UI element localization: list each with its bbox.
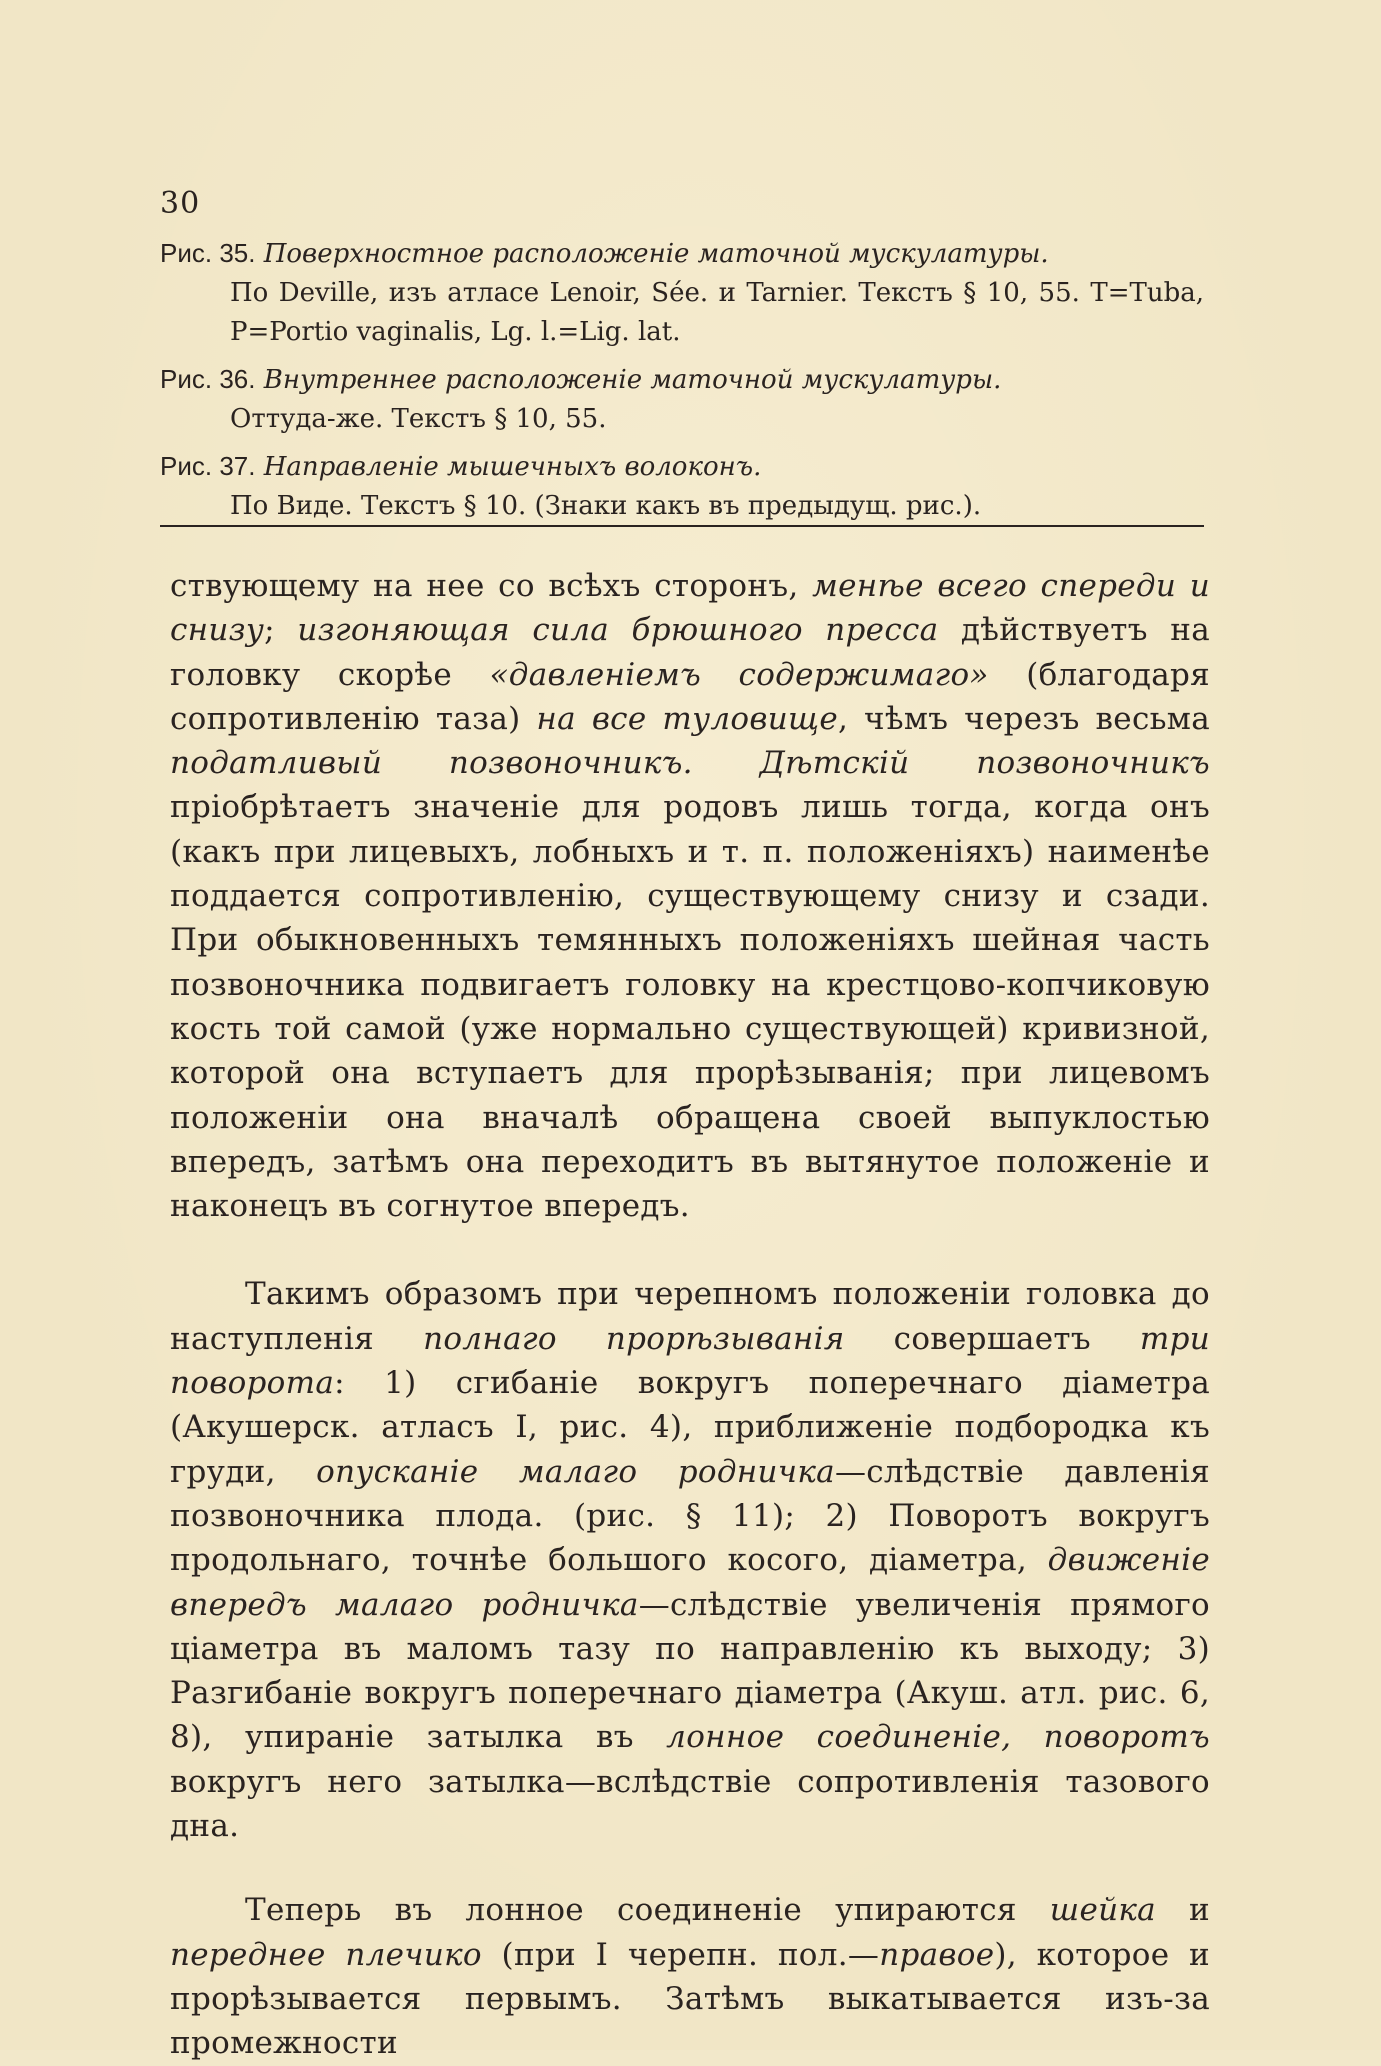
italic-run: правое — [879, 1936, 995, 1973]
text-run: —слѣдствіе увеличенія прямого ціаметра въ маломъ тазу по направленію къ выходу; 3) Разгибаніе вокругъ поперечнаго діаметра (Акуш. атл. рис. 6, 8), упираніе затылка въ — [170, 1586, 1210, 1756]
caption-fig-35 — [160, 234, 1204, 352]
text-run: : 1) сгибаніе вокругъ поперечнаго діаметра (Акушерск. атласъ I, рис. 4), приближеніе подбородка къ груди, — [170, 1365, 1210, 1490]
text-run: (при I черепн. пол.— — [481, 1936, 880, 1973]
caption-fig-label: Рис. 35. — [160, 238, 256, 268]
text-run: (благодаря сопротивленію таза) — [170, 656, 1210, 737]
caption-fig-label: Рис. 37. — [160, 451, 256, 481]
page-number: 30 — [160, 186, 201, 221]
italic-run: опусканіе малаго родничка — [316, 1453, 835, 1490]
text-run: , чѣмъ черезъ весьма — [837, 700, 1210, 737]
italic-run: менѣе всего спереди и снизу — [170, 568, 1210, 649]
text-run: ), которое и прорѣзывается первымъ. Затѣмъ выкатывается изъ-за промежности — [170, 1936, 1210, 2062]
caption-details: По Deville, изъ атласе Lenoir, Sée. и Tarnier. Текстъ § 10, 55. T=Tuba, P=Portio vaginalis, Lg. l.=Lig. lat. — [230, 278, 1204, 347]
italic-run: на все туловище — [536, 700, 838, 737]
italic-run: лонное соединеніе, поворотъ — [666, 1719, 1210, 1756]
text-run: пріобрѣтаетъ значеніе для родовъ лишь тогда, когда онъ (какъ при лицевыхъ, лобныхъ и т. п. положеніяхъ) наименѣе поддается сопротивленію, существующему снизу и сзади. При обыкновенныхъ темянныхъ положеніяхъ шейная часть позвоночника подвигаетъ головку на крестцово-копчиковую кость той самой (уже нормально существующей) кривизной, которой она вступаетъ для прорѣзыванія; при лицевомъ положеніи она вначалѣ обращена своей выпуклостью впередъ, затѣмъ она переходитъ въ вытянутое положеніе и наконецъ въ согнутое впередъ. — [170, 789, 1210, 1225]
caption-fig-36 — [160, 360, 1204, 439]
text-run: совершаетъ — [844, 1320, 1140, 1357]
text-run: —слѣдствіе давленія позвоночника плода. (рис. § 11); 2) Поворотъ вокругъ продольнаго, точнѣе большого косого, діаметра, — [170, 1453, 1210, 1579]
paragraph-three-turns — [170, 1272, 1210, 1848]
text-run: вокругъ него затылка—вслѣдствіе сопротивленія тазового дна. — [170, 1763, 1210, 1845]
caption-fig-label: Рис. 36. — [160, 364, 256, 394]
text-run: Теперь въ лонное соединеніе упираются — [245, 1892, 1050, 1929]
italic-run: «давленіемъ содержимаго» — [489, 656, 989, 693]
section-divider — [160, 525, 1204, 527]
italic-run: изгоняющая сила брюшного пресса — [297, 612, 939, 649]
italic-run: шейка — [1049, 1892, 1156, 1929]
paragraph-shoulder — [170, 1888, 1210, 2065]
figure-captions — [160, 234, 1204, 534]
italic-run: движеніе впередъ малаго родничка — [170, 1542, 1210, 1623]
text-run: и — [1155, 1892, 1210, 1929]
text-run: Такимъ образомъ при черепномъ положеніи головка до наступленія — [170, 1276, 1210, 1357]
caption-title: Внутреннее расположеніе маточной мускулатуры. — [263, 365, 1002, 395]
italic-run: переднее плечико — [170, 1936, 482, 1973]
caption-details: По Bидe. Текстъ § 10. (Знаки какъ въ предыдущ. рис.). — [230, 491, 982, 521]
caption-title: Направленіе мышечныхъ волоконъ. — [263, 452, 762, 482]
italic-run: полнаго прорѣзыванія — [423, 1320, 845, 1357]
italic-run: податливый позвоночникъ. Дѣтскій позвоночникъ — [170, 745, 1210, 782]
text-run: ствующему на нее со всѣхъ сторонъ, — [170, 568, 813, 604]
main-text — [170, 564, 1210, 2066]
caption-title: Поверхностное расположеніе маточной мускулатуры. — [263, 239, 1049, 269]
text-run: ; — [264, 612, 298, 649]
paragraph-continuation — [170, 564, 1210, 1228]
italic-run: три поворота — [170, 1320, 1210, 1402]
caption-fig-37 — [160, 447, 1204, 526]
caption-details: Оттуда-же. Текстъ § 10, 55. — [230, 404, 607, 434]
text-run: дѣйствуетъ на головку скорѣе — [170, 612, 1211, 693]
